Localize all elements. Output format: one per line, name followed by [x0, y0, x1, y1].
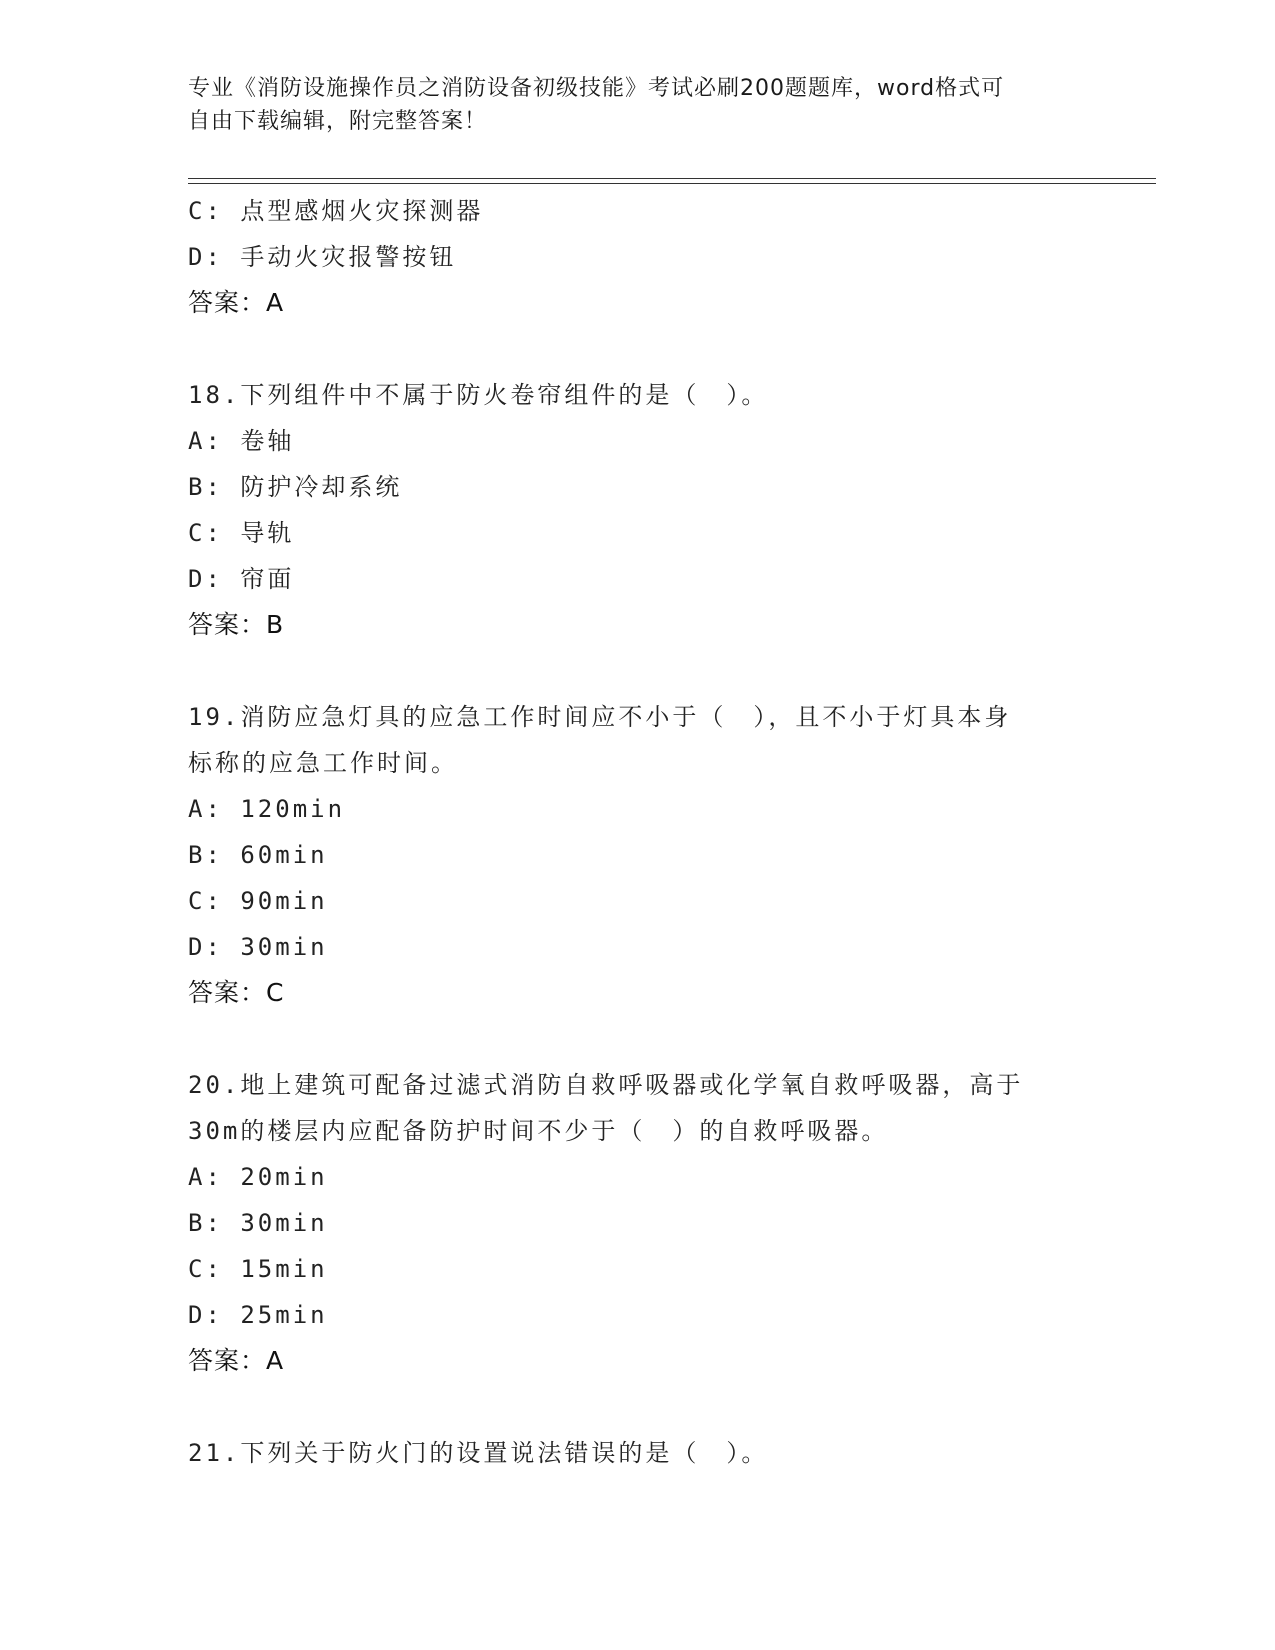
option-a: A: 20min	[188, 1163, 328, 1191]
option-a: A: 卷轴	[188, 427, 295, 455]
option-c: C: 90min	[188, 887, 328, 915]
option-b: B: 防护冷却系统	[188, 473, 403, 501]
option-d: D: 帘面	[188, 565, 295, 593]
question-stem-line-2: 30m的楼层内应配备防护时间不少于（ ）的自救呼吸器。	[188, 1117, 889, 1145]
answer-label: 答案：A	[188, 288, 285, 317]
option-b: B: 30min	[188, 1209, 328, 1237]
option-d: D: 25min	[188, 1301, 328, 1329]
question-19	[188, 694, 1088, 1016]
option-d: D: 30min	[188, 933, 328, 961]
spacer	[188, 1016, 1088, 1062]
header-line-1: 专业《消防设施操作员之消防设备初级技能》考试必刷200题题库，word格式可	[188, 76, 1005, 101]
option-b: B: 60min	[188, 841, 328, 869]
option-c: C: 点型感烟火灾探测器	[188, 197, 484, 225]
spacer	[188, 1384, 1088, 1430]
question-stem: 18.下列组件中不属于防火卷帘组件的是（ ）。	[188, 381, 769, 409]
answer-label: 答案：A	[188, 1346, 285, 1375]
header-divider-top	[188, 178, 1156, 179]
question-stem-line-2: 标称的应急工作时间。	[188, 749, 458, 777]
option-c: C: 15min	[188, 1255, 328, 1283]
question-20	[188, 1062, 1088, 1384]
question-21	[188, 1430, 1088, 1476]
answer-label: 答案：B	[188, 610, 285, 639]
question-stem-line-1: 20.地上建筑可配备过滤式消防自救呼吸器或化学氧自救呼吸器，高于	[188, 1071, 1024, 1099]
option-c: C: 导轨	[188, 519, 295, 547]
option-a: A: 120min	[188, 795, 346, 823]
question-list	[188, 188, 1088, 1476]
question-stem: 21.下列关于防火门的设置说法错误的是（ ）。	[188, 1439, 769, 1467]
header-divider-bottom	[188, 183, 1156, 184]
spacer	[188, 648, 1088, 694]
question-18	[188, 372, 1088, 648]
spacer	[188, 326, 1088, 372]
option-d: D: 手动火灾报警按钮	[188, 243, 457, 271]
question-17	[188, 188, 1088, 326]
answer-label: 答案：C	[188, 978, 285, 1007]
question-stem-line-1: 19.消防应急灯具的应急工作时间应不小于（ ），且不小于灯具本身	[188, 703, 1012, 731]
header-line-2: 自由下载编辑，附完整答案！	[188, 109, 488, 134]
document-header	[188, 72, 1088, 138]
